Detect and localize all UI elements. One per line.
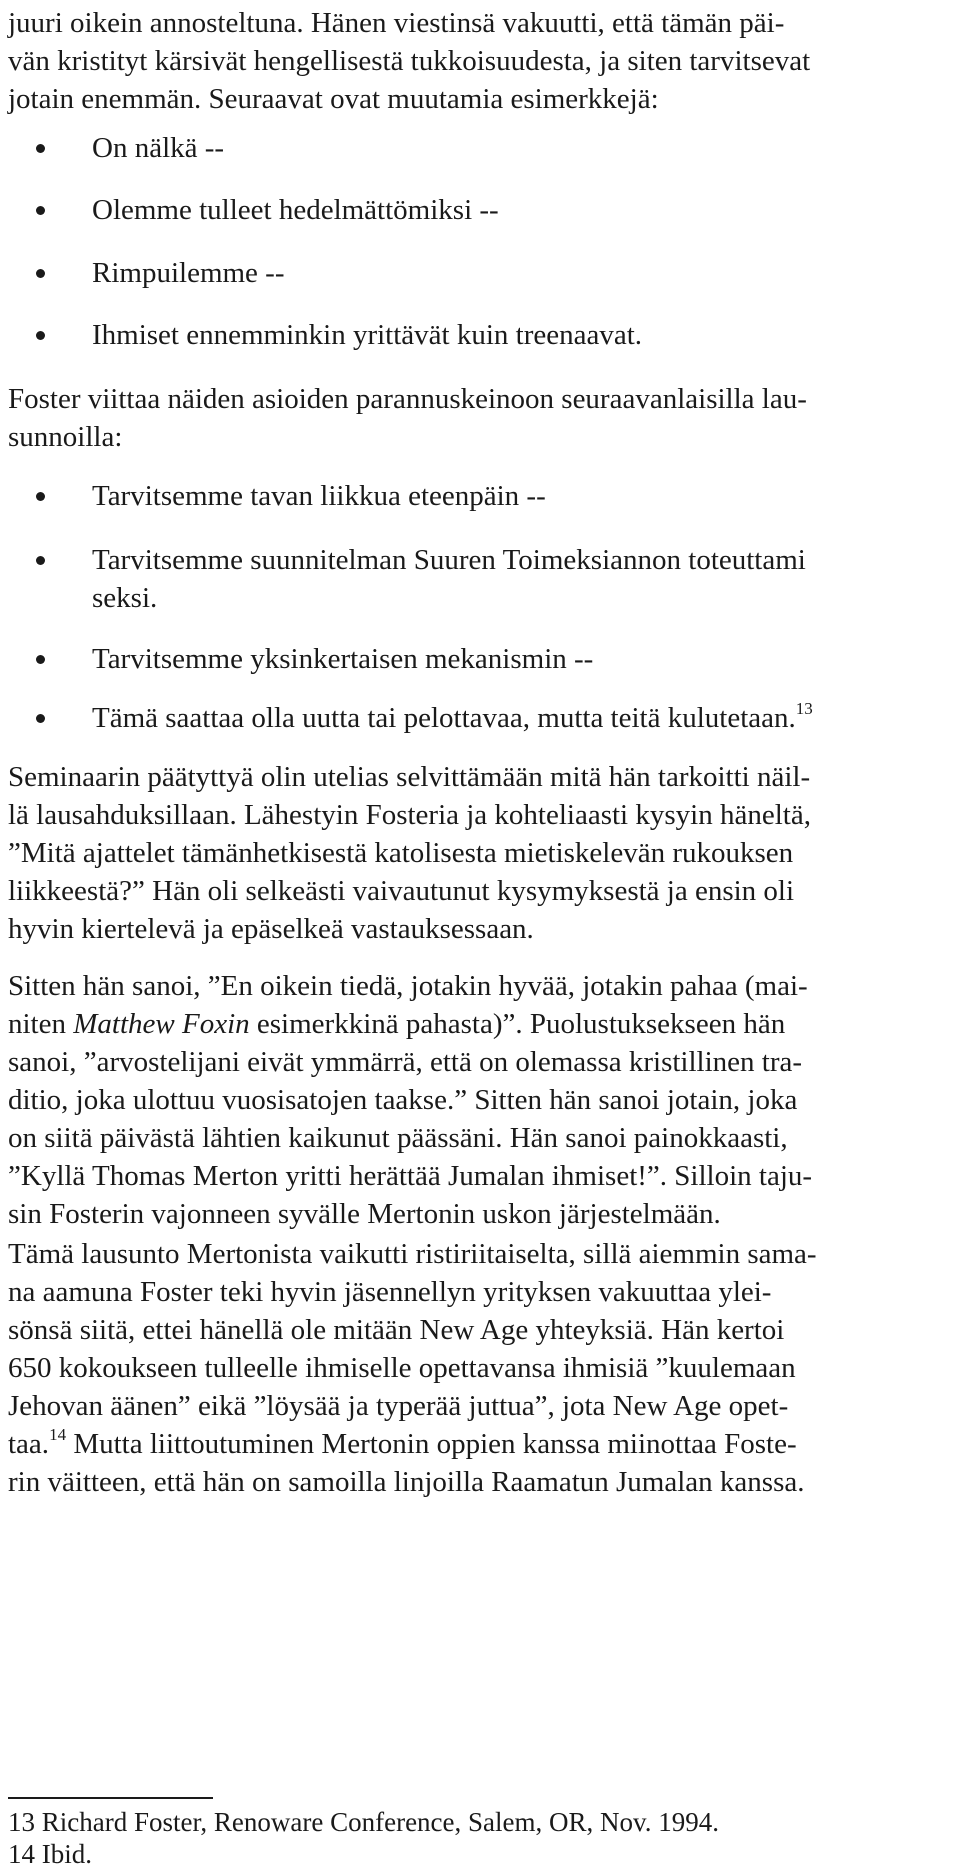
italic-name: Matthew Foxin <box>73 1008 250 1040</box>
list-item-text: Tarvitsemme yksinkertaisen mekanismin -- <box>92 643 594 675</box>
remedy-intro-paragraph <box>8 380 807 456</box>
list-item-text: Olemme tulleet hedelmättömiksi -- <box>92 194 499 226</box>
text-line: sönsä siitä, ettei hänellä ole mitään New Age yhteyksiä. Hän kertoi <box>8 1314 785 1346</box>
footnote-13: 13 Richard Foster, Renoware Conference, Salem, OR, Nov. 1994. <box>8 1807 720 1837</box>
text-fragment: Mutta liittoutuminen Mertonin oppien kanssa miinottaa Foste- <box>66 1428 797 1460</box>
text-line: 650 kokoukseen tulleelle ihmiselle opettavansa ihmisiä ”kuulemaan <box>8 1352 796 1384</box>
text-line: na aamuna Foster teki hyvin jäsennellyn yrityksen vakuuttaa ylei- <box>8 1276 772 1308</box>
text-line: lä lausahduksillaan. Lähestyin Fosteria ja kohteliaasti kysyin häneltä, <box>8 799 811 831</box>
text-line: Tämä lausunto Mertonista vaikutti ristiriitaiselta, sillä aiemmin sama- <box>8 1238 817 1270</box>
seminar-paragraph <box>8 758 811 948</box>
list-item-text <box>92 699 813 737</box>
list-item <box>8 699 813 737</box>
list-item-text: Rimpuilemme -- <box>92 257 285 289</box>
text-line: Jehovan äänen” eikä ”löysää ja typerää juttua”, jota New Age opet- <box>8 1390 789 1422</box>
bullet-icon <box>36 269 45 278</box>
text-line: Seminaarin päätyttyä olin utelias selvittämään mitä hän tarkoitti näil- <box>8 761 811 793</box>
text-line: jotain enemmän. Seuraavat ovat muutamia esimerkkejä: <box>8 83 659 115</box>
list-item <box>8 541 806 617</box>
list-item <box>8 129 224 167</box>
text-line: liikkeestä?” Hän oli selkeästi vaivautunut kysymyksestä ja ensin oli <box>8 875 795 907</box>
text-fragment: taa. <box>8 1428 50 1460</box>
text-line: vän kristityt kärsivät hengellisestä tukkoisuudesta, ja siten tarvitsevat <box>8 45 811 77</box>
footnote-ref-14[interactable]: 14 <box>49 1425 67 1444</box>
list-item-text: Tarvitsemme suunnitelman Suuren Toimeksiannon toteuttami <box>92 544 806 576</box>
list-item <box>8 316 642 354</box>
bullet-icon <box>36 714 45 723</box>
text-fragment: esimerkkinä pahasta)”. Puolustuksekseen hän <box>249 1008 786 1040</box>
text-line: on siitä päivästä lähtien kaikunut päässäni. Hän sanoi painokkaasti, <box>8 1122 788 1154</box>
list-item-sentence: Tämä saattaa olla uutta tai pelottavaa, mutta teitä kulutetaan. <box>92 702 796 734</box>
text-line: sanoi, ”arvostelijani eivät ymmärrä, että on olemassa kristillinen tra- <box>8 1046 803 1078</box>
bullet-icon <box>36 206 45 215</box>
text-line: juuri oikein annosteltuna. Hänen viestinsä vakuutti, että tämän päi- <box>8 7 785 39</box>
list-item-text: Ihmiset ennemminkin yrittävät kuin treenaavat. <box>92 319 643 351</box>
text-fragment: niten <box>8 1008 74 1040</box>
text-line: ”Mitä ajattelet tämänhetkisestä katolisesta mietiskelevän rukouksen <box>8 837 794 869</box>
text-line: sunnoilla: <box>8 421 123 453</box>
text-line: ditio, joka ulottuu vuosisatojen taakse.” Sitten hän sanoi jotain, joka <box>8 1084 798 1116</box>
text-line <box>8 1425 817 1463</box>
footnotes <box>8 1806 719 1870</box>
bullet-icon <box>36 655 45 664</box>
bullet-icon <box>36 144 45 153</box>
list-item-text: seksi. <box>92 582 158 614</box>
footnote-14: 14 Ibid. <box>8 1839 92 1869</box>
text-line: Sitten hän sanoi, ”En oikein tiedä, jotakin hyvää, jotakin pahaa (mai- <box>8 970 808 1002</box>
bullet-icon <box>36 331 45 340</box>
list-item <box>8 477 546 515</box>
foster-answer-paragraph <box>8 967 812 1233</box>
list-item-text: On nälkä -- <box>92 132 225 164</box>
text-line: sin Fosterin vajonneen syvälle Mertonin uskon järjestelmään. <box>8 1198 721 1230</box>
text-line: Foster viittaa näiden asioiden parannuskeinoon seuraavanlaisilla lau- <box>8 383 807 415</box>
intro-paragraph <box>8 4 810 118</box>
text-line: rin väitteen, että hän on samoilla linjoilla Raamatun Jumalan kanssa. <box>8 1466 805 1498</box>
text-line: ”Kyllä Thomas Merton yritti herättää Jumalan ihmiset!”. Silloin taju- <box>8 1160 813 1192</box>
text-line: hyvin kiertelevä ja epäselkeä vastauksessaan. <box>8 913 534 945</box>
merton-paragraph <box>8 1235 817 1501</box>
footnote-divider <box>8 1797 213 1799</box>
bullet-icon <box>36 492 45 501</box>
bullet-icon <box>36 556 45 565</box>
list-item <box>8 640 593 678</box>
text-line <box>8 1005 812 1043</box>
footnote-ref-13[interactable]: 13 <box>795 699 813 718</box>
list-item <box>8 254 285 292</box>
list-item <box>8 191 499 229</box>
list-item-text: Tarvitsemme tavan liikkua eteenpäin -- <box>92 480 546 512</box>
